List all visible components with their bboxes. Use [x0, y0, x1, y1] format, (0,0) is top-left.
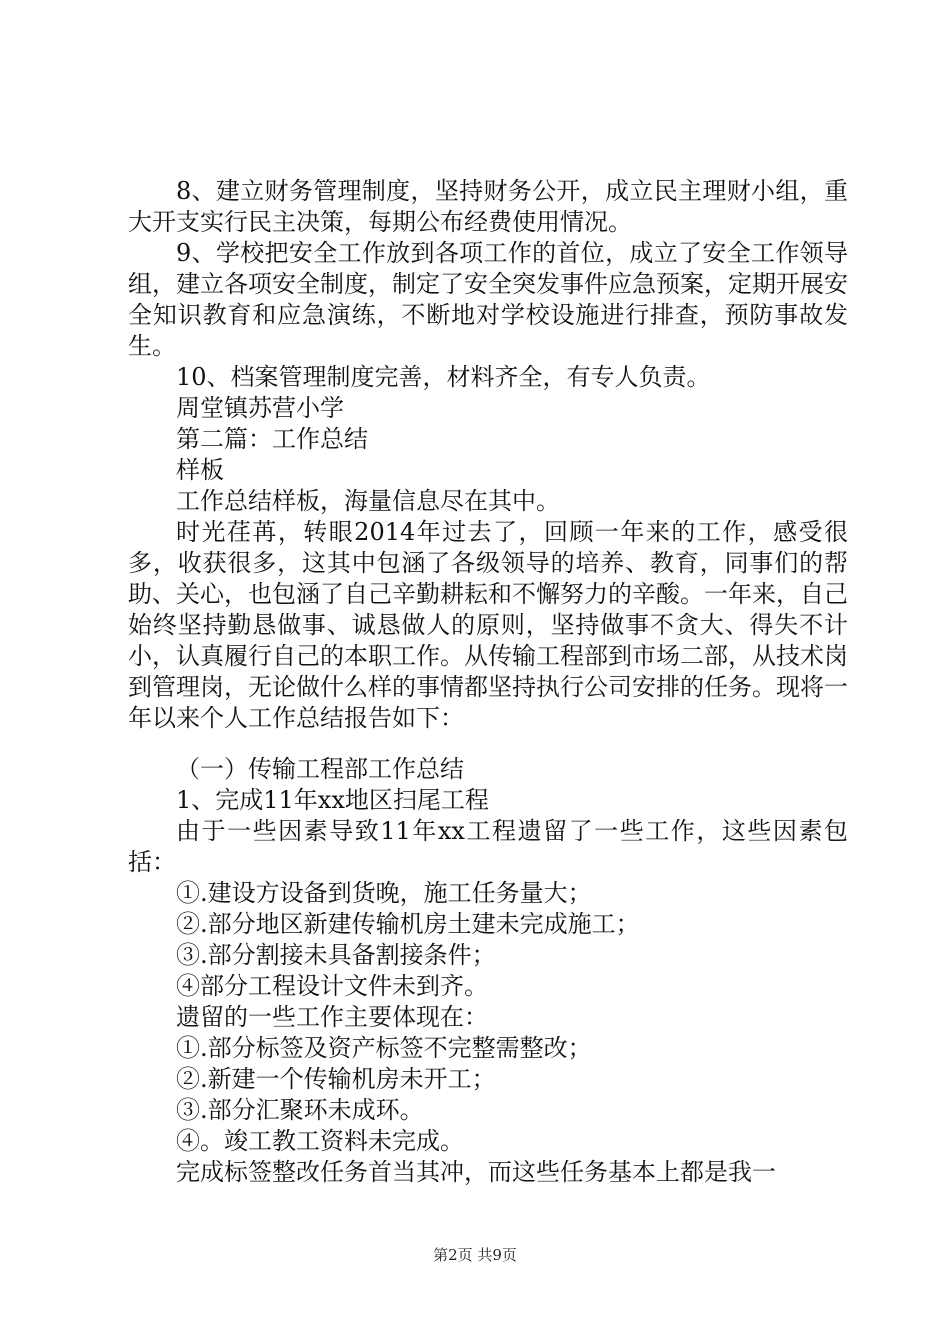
paragraph: 完成标签整改任务首当其冲，而这些任务基本上都是我一: [176, 1158, 776, 1186]
school-name: 周堂镇苏营小学: [176, 394, 344, 422]
paragraph: 由于一些因素导致11年xx工程遗留了一些工作，这些因素包括：: [128, 817, 848, 876]
document-body: [128, 176, 848, 1188]
paragraph: 时光荏苒，转眼2014年过去了，回顾一年来的工作，感受很多，收获很多，这其中包涵了各级领导的培养、教育，同事们的帮助、关心，也包涵了自己辛勤耕耘和不懈努力的辛酸。一年来，自己始终坚持勤恳做事、诚恳做人的原则，坚持做事不贪大、得失不计小，认真履行自己的本职工作。从传输工程部到市场二部，从技术岗到管理岗，无论做什么样的事情都坚持执行公司安排的任务。现将一年以来个人工作总结报告如下：: [128, 518, 848, 732]
paragraph: 10、档案管理制度完善，材料齐全，有专人负责。: [176, 363, 711, 391]
paragraph: 8、建立财务管理制度，坚持财务公开，成立民主理财小组，重大开支实行民主决策，每期公布经费使用情况。: [128, 177, 848, 236]
list-item: ②.新建一个传输机房未开工；: [176, 1065, 496, 1093]
section-subheading: 样板: [176, 456, 224, 484]
list-item: ④部分工程设计文件未到齐。: [176, 972, 488, 1000]
section-heading: 第二篇：工作总结: [176, 425, 368, 453]
spacer: [128, 734, 848, 754]
paragraph: 9、学校把安全工作放到各项工作的首位，成立了安全工作领导组，建立各项安全制度，制定了安全突发事件应急预案，定期开展安全知识教育和应急演练，不断地对学校设施进行排查，预防事故发生。: [128, 239, 848, 360]
page-number-footer: 第2页 共9页: [433, 1246, 517, 1264]
list-item: ①.部分标签及资产标签不完整需整改；: [176, 1034, 592, 1062]
list-heading: 1、完成11年xx地区扫尾工程: [176, 786, 489, 814]
list-item: ③.部分汇聚环未成环。: [176, 1096, 424, 1124]
list-item: ②.部分地区新建传输机房土建未完成施工；: [176, 910, 640, 938]
list-item: ③.部分割接未具备割接条件；: [176, 941, 496, 969]
paragraph: 工作总结样板，海量信息尽在其中。: [176, 487, 560, 515]
subsection-heading: （一）传输工程部工作总结: [176, 755, 464, 783]
list-item: ④。竣工教工资料未完成。: [176, 1127, 464, 1155]
paragraph: 遗留的一些工作主要体现在：: [176, 1003, 488, 1031]
list-item: ①.建设方设备到货晚，施工任务量大；: [176, 879, 592, 907]
